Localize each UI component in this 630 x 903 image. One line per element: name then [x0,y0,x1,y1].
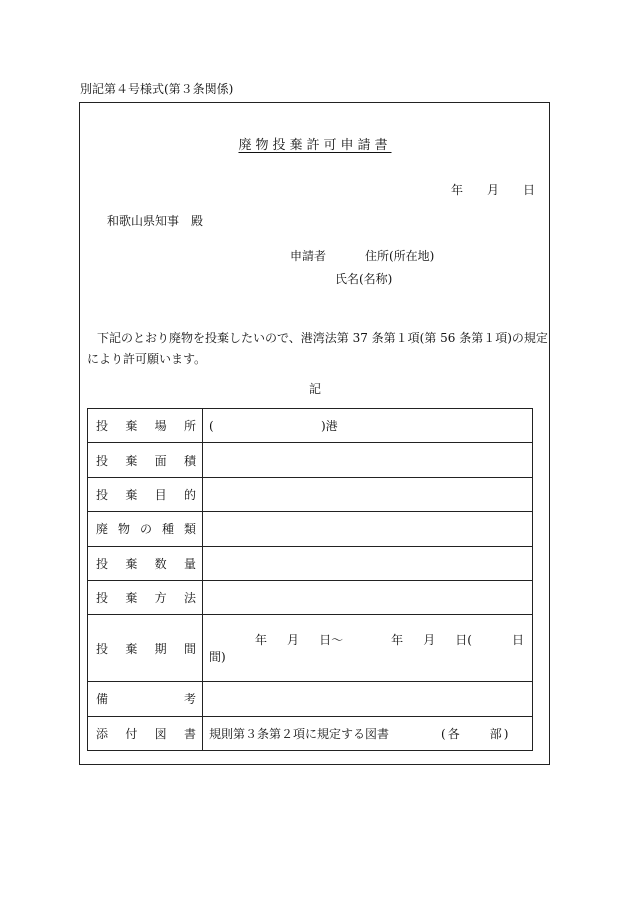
row-label-char: 棄 [125,487,138,502]
label-remarks [88,682,203,716]
row-label-char: 積 [183,453,196,468]
value-dumping-method[interactable] [203,580,533,614]
addressee: 和歌山県知事 殿 [107,214,204,228]
label-dumping-method [88,580,203,614]
value-attached-drawings[interactable]: 規則第３条第２項に規定する図書 (各 部) [203,716,533,750]
row-label-char: 間 [183,641,196,656]
row-label-char: 面 [154,453,167,468]
table-row [88,546,533,580]
label-dumping-purpose [88,477,203,511]
row-label-char: 書 [183,726,196,741]
month-label: 月 [486,183,499,197]
value-dumping-site[interactable]: ( )港 [203,409,533,443]
row-label-char: 目 [154,487,167,502]
label-waste-type [88,512,203,546]
ki-heading: 記 [308,382,321,396]
value-dumping-area[interactable] [203,443,533,477]
request-statement: 下記のとおり廃物を投棄したいので、港湾法第 37 条第１項(第 56 条第１項)の規定により許可願います。 [87,331,548,366]
row-label-char: 類 [183,522,196,537]
value-remarks[interactable] [203,682,533,716]
row-label-char: 方 [154,591,167,606]
table-row [88,580,533,614]
label-attached-drawings [88,716,203,750]
row-label-char: 棄 [125,641,138,656]
row-label-char: 棄 [125,419,138,434]
row-label-char: 法 [183,591,196,606]
table-row [88,615,533,682]
table-row [88,477,533,511]
table-row [88,716,533,750]
row-label-char: 廃 [96,522,109,537]
label-dumping-site [88,409,203,443]
table-row [88,443,533,477]
value-dumping-quantity[interactable] [203,546,533,580]
row-label-char: 備 [96,692,109,707]
document-title: 廃物投棄許可申請書 [238,138,392,153]
row-label-char: 所 [183,419,196,434]
row-label-char: 投 [96,487,109,502]
row-label-char: 物 [117,522,130,537]
form-number-label: 別記第４号様式(第３条関係) [80,82,234,96]
table-row [88,512,533,546]
table-row [88,682,533,716]
application-details-table [87,408,533,751]
row-label-char: の [139,522,152,537]
row-label-char: 棄 [125,556,138,571]
table-row [88,409,533,443]
row-label-char: 添 [96,726,109,741]
day-label: 日 [522,183,535,197]
row-label-char: 種 [161,522,174,537]
row-label-char: 付 [125,726,138,741]
row-label-char: 投 [96,453,109,468]
row-label-char: 投 [96,419,109,434]
label-dumping-quantity [88,546,203,580]
row-label-char: 投 [96,556,109,571]
year-label: 年 [451,183,464,197]
label-dumping-period [88,615,203,682]
label-dumping-area [88,443,203,477]
row-label-char: 場 [154,419,167,434]
row-label-char: 棄 [125,591,138,606]
row-label-char: 投 [96,641,109,656]
row-label-char: 的 [183,487,196,502]
row-label-char: 投 [96,591,109,606]
applicant-name-label: 氏名(名称) [335,272,393,286]
row-label-char: 考 [183,692,196,707]
applicant-address-label: 住所(所在地) [365,249,435,263]
row-label-char: 期 [154,641,167,656]
row-label-char: 量 [183,556,196,571]
row-label-char: 棄 [125,453,138,468]
value-waste-type[interactable] [203,512,533,546]
date-line [451,181,535,198]
value-dumping-period[interactable]: 年 月 日〜 年 月 日( 日 間) [203,615,533,682]
row-label-char: 図 [154,726,167,741]
row-label-char: 数 [154,556,167,571]
value-dumping-purpose[interactable] [203,477,533,511]
applicant-label: 申請者 [290,249,327,263]
